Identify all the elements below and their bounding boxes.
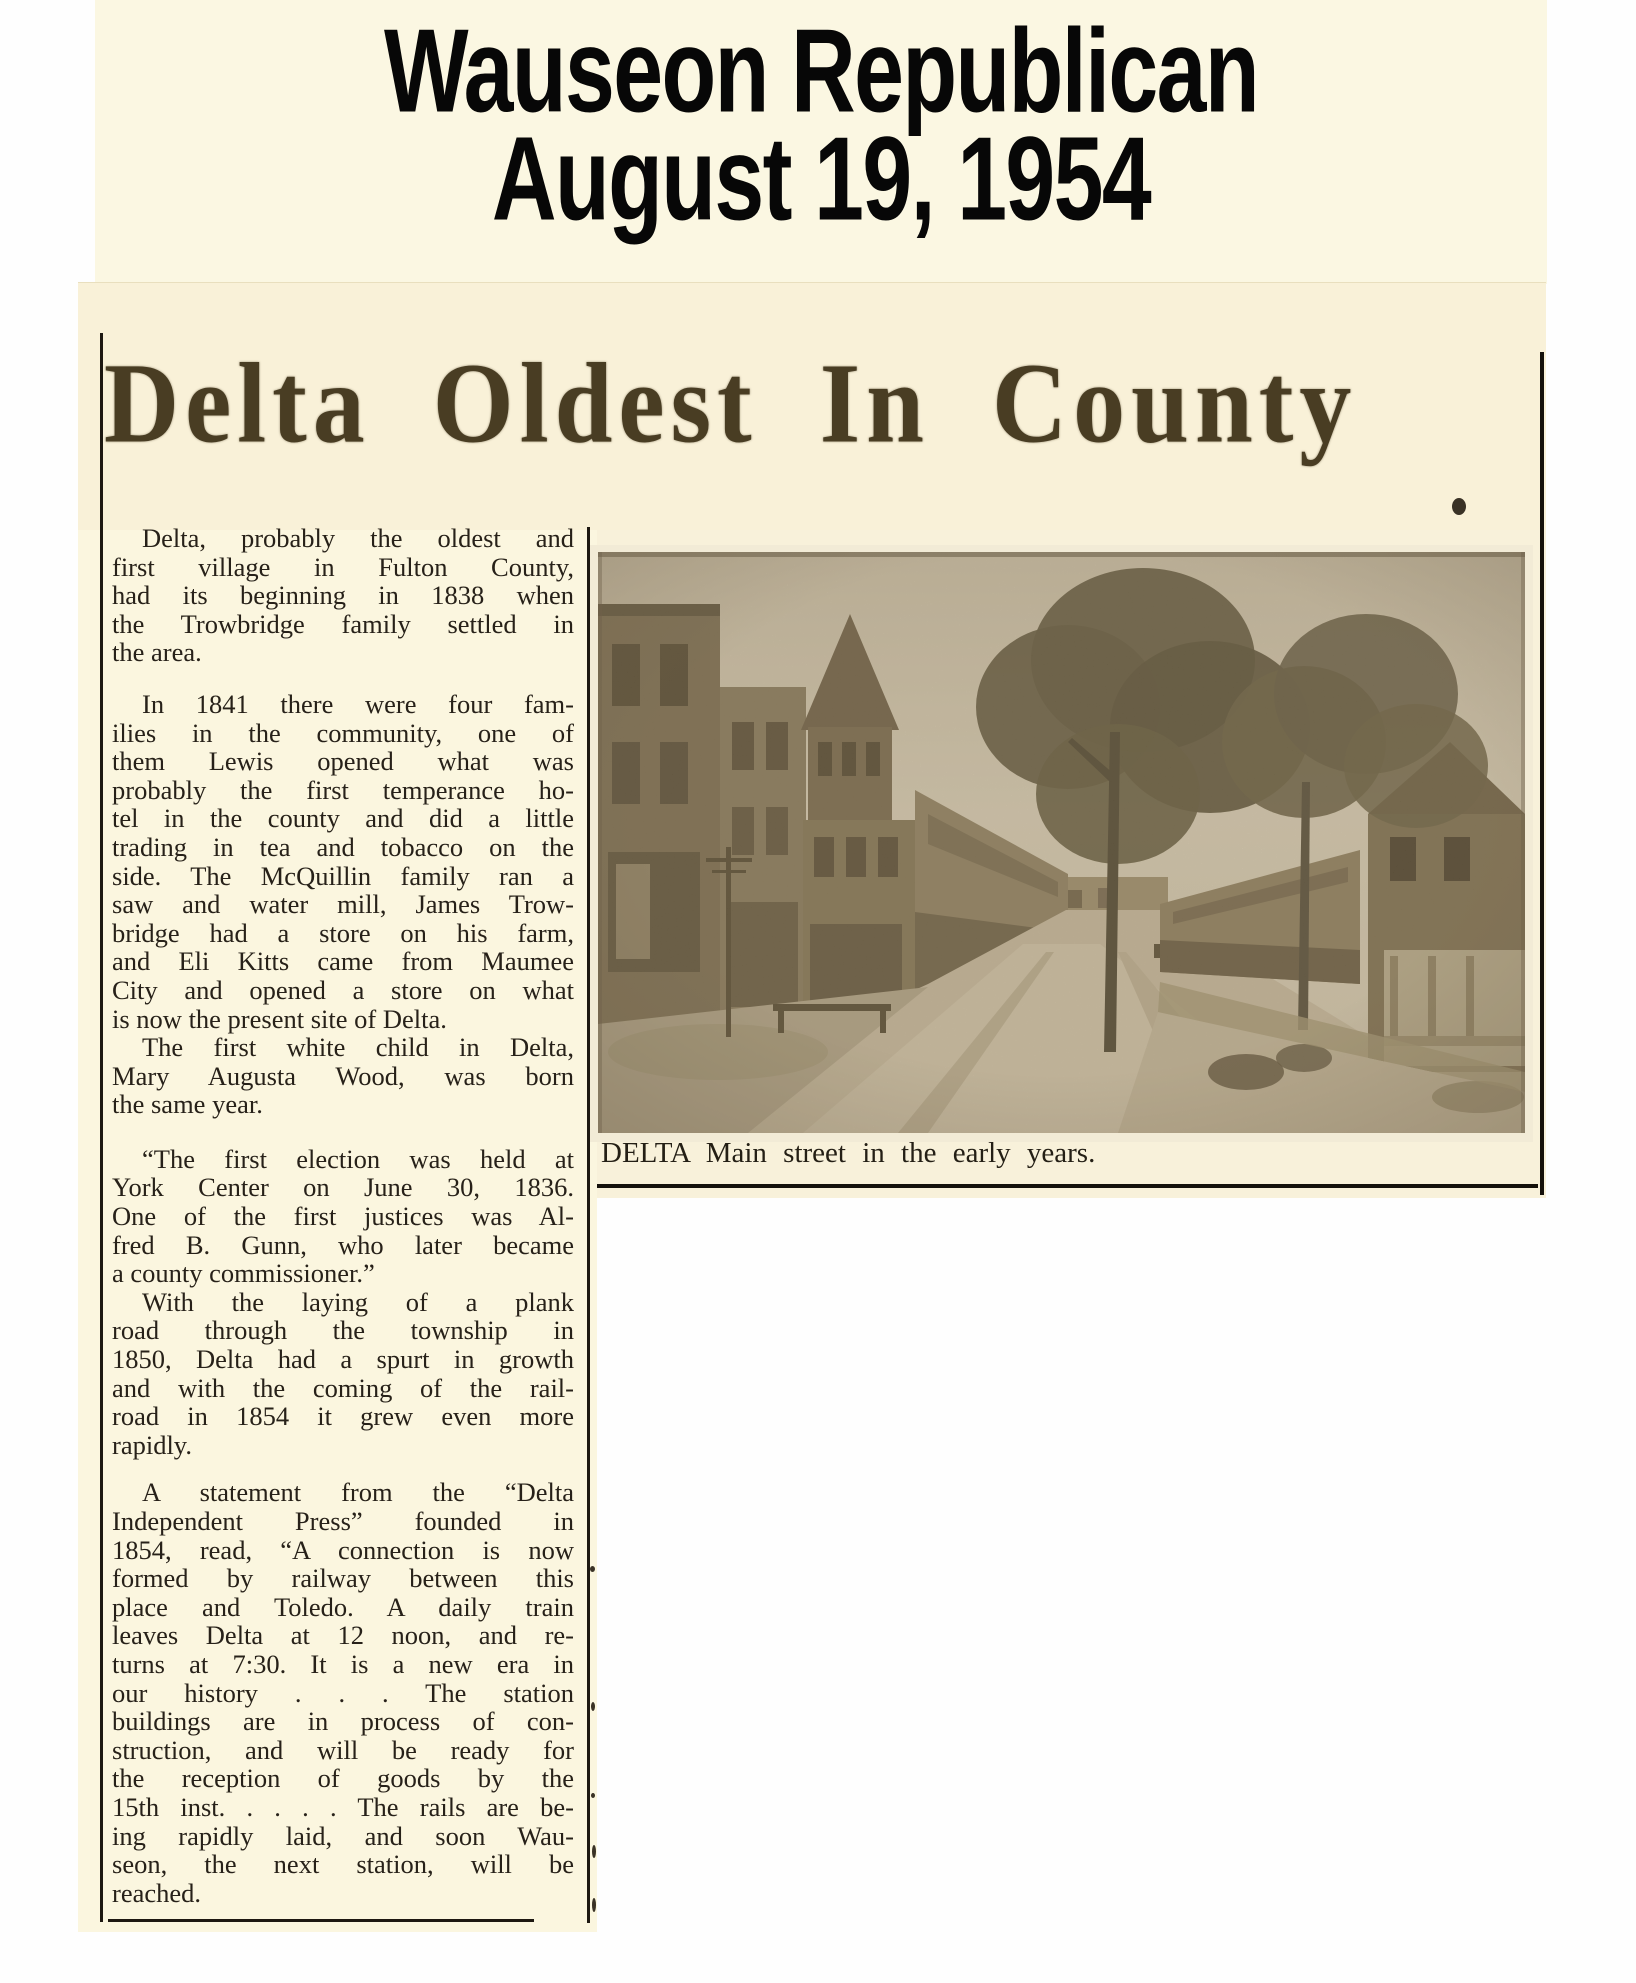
article-line: and Eli Kitts came from Maumee: [112, 946, 574, 977]
article-line: One of the first justices was Al-: [112, 1201, 574, 1232]
article-line: probably the first temperance ho-: [112, 774, 574, 805]
ink-speck: [591, 1793, 595, 1798]
article-line: “The first election was held at: [142, 1143, 574, 1174]
article-line: is now the present site of Delta.: [112, 1003, 447, 1034]
article-line: our history . . . The station: [112, 1677, 574, 1708]
article-line: A statement from the “Delta: [142, 1477, 574, 1508]
masthead-date: August 19, 1954: [491, 112, 1151, 245]
article-line: leaves Delta at 12 noon, and re-: [112, 1620, 574, 1651]
photo-caption: DELTA Main street in the early years.: [601, 1137, 1096, 1169]
article-line: turns at 7:30. It is a new era in: [112, 1648, 574, 1679]
article-line: and with the coming of the rail-: [112, 1372, 574, 1403]
article-line: a county commissioner.”: [112, 1258, 375, 1289]
ink-speck: [592, 1898, 596, 1912]
ink-speck: [1452, 498, 1466, 515]
delta-main-street-photo: [598, 552, 1525, 1133]
article-line: had its beginning in 1838 when: [112, 580, 574, 611]
article-line: the Trowbridge family settled in: [112, 608, 574, 639]
article-line: The first white child in Delta,: [142, 1032, 574, 1063]
article-line: buildings are in process of con-: [112, 1706, 574, 1737]
article-line: the area.: [112, 637, 202, 668]
column-bottom-rule: [108, 1919, 534, 1922]
article-paragraph: [112, 690, 574, 1033]
article-paragraph: [112, 1033, 574, 1119]
article-paragraph: [112, 1288, 574, 1460]
article-line: bridge had a store on his farm,: [112, 917, 574, 948]
article-line: ing rapidly laid, and soon Wau-: [112, 1820, 574, 1851]
column-left-rule: [100, 333, 103, 1922]
photo-illustration: [598, 552, 1525, 1133]
article-line: reached.: [112, 1877, 201, 1908]
ink-speck: [592, 1845, 596, 1858]
article-line: fred B. Gunn, who later became: [112, 1229, 574, 1260]
article-line: saw and water mill, James Trow-: [112, 889, 574, 920]
article-line: road through the township in: [112, 1315, 574, 1346]
article-line: 15th inst. . . . . The rails are be-: [112, 1791, 574, 1822]
article-line: the reception of goods by the: [112, 1763, 574, 1794]
article-line: them Lewis opened what was: [112, 746, 574, 777]
article-line: first village in Fulton County,: [112, 551, 574, 582]
article-paragraph: [112, 524, 574, 667]
article-paragraph: [112, 1145, 574, 1288]
article-line: place and Toledo. A daily train: [112, 1591, 574, 1622]
article-line: seon, the next station, will be: [112, 1849, 574, 1880]
article-line: side. The McQuillin family ran a: [112, 860, 574, 891]
article-line: With the laying of a plank: [142, 1286, 574, 1317]
masthead-title: Wauseon Republican: [384, 4, 1258, 137]
article-line: 1850, Delta had a spurt in growth: [112, 1344, 574, 1375]
article-line: Delta, probably the oldest and: [142, 523, 574, 553]
column-right-rule: [587, 527, 590, 1923]
ink-speck: [590, 1566, 595, 1572]
caption-bottom-rule: [597, 1184, 1538, 1188]
article-line: trading in tea and tobacco on the: [112, 831, 574, 862]
article-line: ilies in the community, one of: [112, 717, 574, 748]
article-column: [112, 524, 574, 1907]
article-line: In 1841 there were four fam-: [142, 688, 574, 719]
article-line: Mary Augusta Wood, was born: [112, 1060, 574, 1091]
article-line: 1854, read, “A connection is now: [112, 1534, 574, 1565]
ink-speck: [591, 1702, 595, 1711]
article-line: the same year.: [112, 1089, 263, 1120]
article-line: Independent Press” founded in: [112, 1506, 574, 1536]
article-line: tel in the county and did a little: [112, 803, 574, 834]
clipping-right-rule: [1540, 352, 1544, 1195]
article-line: formed by railway between this: [112, 1563, 574, 1594]
article-line: road in 1854 it grew even more: [112, 1401, 574, 1432]
article-line: rapidly.: [112, 1429, 192, 1460]
article-line: City and opened a store on what: [112, 974, 574, 1005]
article-line: struction, and will be ready for: [112, 1734, 574, 1765]
article-line: York Center on June 30, 1836.: [112, 1172, 574, 1203]
article-headline: Delta Oldest In County: [104, 340, 1358, 467]
article-paragraph: [112, 1478, 574, 1907]
